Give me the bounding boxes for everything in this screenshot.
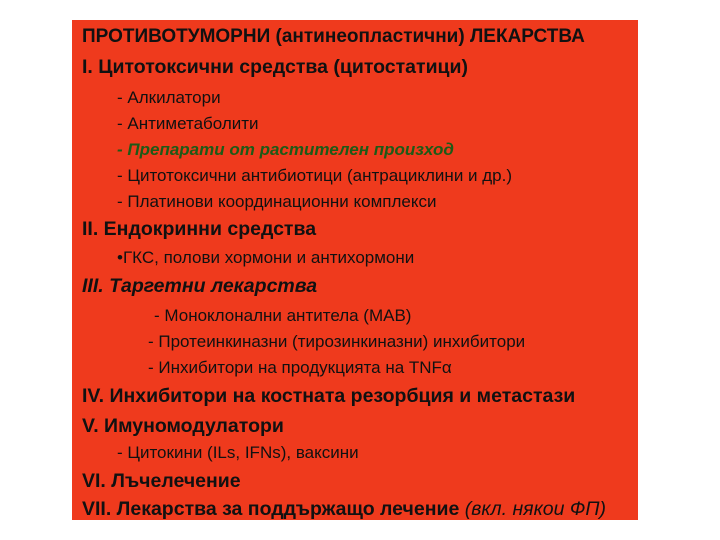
list-item: - Протеинкиназни (тирозинкиназни) инхибитори xyxy=(148,332,526,351)
list-item-highlighted: - Препарати от растителен произход xyxy=(117,140,454,159)
section-heading-1: I. Цитотоксични средства (цитостатици) xyxy=(82,56,469,78)
section-heading-2: II. Ендокринни средства xyxy=(82,218,317,240)
red-panel xyxy=(72,20,638,520)
section-heading-3: III. Таргетни лекарства xyxy=(82,275,318,297)
section-heading-4: IV. Инхибитори на костната резорбция и метастази xyxy=(82,385,576,407)
list-item: - Цитокини (ILs, IFNs), ваксини xyxy=(117,443,359,462)
slide-title: ПРОТИВОТУМОРНИ (антинеопластични) ЛЕКАРСТВА xyxy=(82,26,585,47)
list-item: - Антиметаболити xyxy=(117,114,259,133)
section-heading-7-note: (вкл. някои ФП) xyxy=(464,498,607,520)
list-item: - Цитотоксични антибиотици (антрациклини и др.) xyxy=(117,166,513,185)
section-heading-7 xyxy=(82,498,606,521)
section-heading-7-text: VII. Лекарства за поддържащо лечение xyxy=(82,498,460,520)
list-item: - Моноклонални антитела (MAB) xyxy=(154,306,412,325)
list-item: - Алкилатори xyxy=(117,88,221,107)
section-heading-5: V. Имуномодулатори xyxy=(82,415,284,437)
list-item: - Инхибитори на продукцията на TNFα xyxy=(148,358,452,377)
list-item: •ГКС, полови хормони и антихормони xyxy=(117,248,415,267)
section-heading-6: VI. Лъчелечение xyxy=(82,470,241,492)
list-item: - Платинови координационни комплекси xyxy=(117,192,437,211)
